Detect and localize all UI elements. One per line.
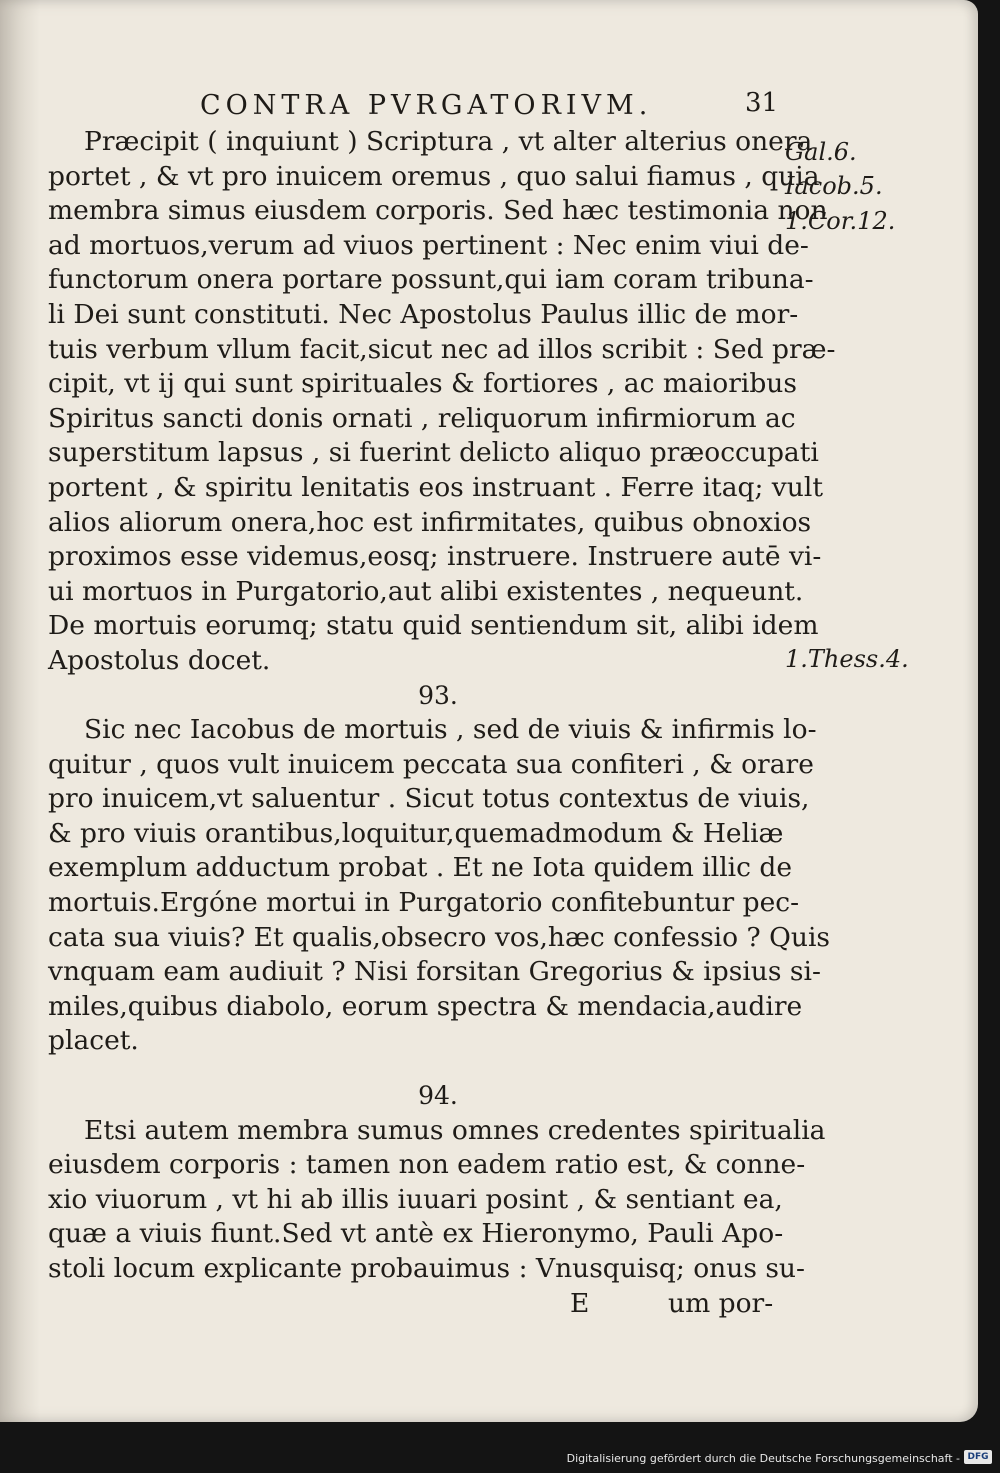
text-line: Spiritus sancti donis ornati , reliquorum infirmiorum ac [48, 402, 796, 434]
text-line: quitur , quos vult inuicem peccata sua confiteri , & orare [48, 748, 814, 780]
text-line: quæ a viuis fiunt.Sed vt antè ex Hieronymo, Pauli Apo- [48, 1218, 784, 1250]
text-line: stoli locum explicante probauimus : Vnusquisq; onus su- [48, 1253, 805, 1284]
text-line: mortuis.Ergóne mortui in Purgatorio confitebuntur pec- [48, 887, 800, 919]
page-number: 31 [745, 88, 779, 118]
text-line: portet , & vt pro inuicem oremus , quo salui fiamus , quia [48, 160, 820, 192]
text-line: exemplum adductum probat . Et ne Iota quidem illic de [48, 852, 793, 884]
margin-note-thess: 1.Thess.4. [785, 645, 909, 673]
text-line: Sic nec Iacobus de mortuis , sed de viuis & infirmis lo- [84, 714, 817, 746]
paragraph-94 [48, 1114, 826, 1287]
text-line: li Dei sunt constituti. Nec Apostolus Paulus illic de mor- [48, 298, 799, 330]
page-foot [48, 1287, 788, 1322]
catchword: um por- [668, 1287, 774, 1319]
text-line: eiusdem corporis : tamen non eadem ratio est, & conne- [48, 1149, 806, 1181]
text-line: cata sua viuis? Et qualis,obsecro vos,hæc confessio ? Quis [48, 921, 831, 953]
signature-mark: E [570, 1287, 590, 1319]
text-line: Etsi autem membra sumus omnes credentes spiritualia [84, 1114, 826, 1146]
text-line: portent , & spiritu lenitatis eos instruant . Ferre itaq; vult [48, 471, 823, 503]
text-line: superstitum lapsus , si fuerint delicto aliquo præoccupati [48, 437, 819, 469]
digitization-credit: Digitalisierung gefördert durch die Deutsche Forschungsgemeinschaft - [566, 1452, 960, 1465]
section-number-94: 94. [418, 1081, 458, 1111]
text-line: placet. [48, 1025, 139, 1057]
text-line: membra simus eiusdem corporis. Sed hæc testimonia non [48, 195, 828, 227]
paragraph-93 [48, 713, 831, 1059]
section-number-93: 93. [418, 680, 458, 710]
text-line: Apostolus docet. [48, 644, 271, 676]
margin-note-gal: Gal.6. [785, 138, 857, 166]
margin-note-cor: 1.Cor.12. [785, 207, 896, 235]
text-line: De mortuis eorumq; statu quid sentiendum sit, alibi idem [48, 610, 819, 642]
text-line: miles,quibus diabolo, eorum spectra & mendacia,audire [48, 990, 803, 1022]
text-line: alios aliorum onera,hoc est infirmitates, quibus obnoxios [48, 506, 812, 538]
text-line: tuis verbum vllum facit,sicut nec ad illos scribit : Sed præ- [48, 333, 836, 365]
running-header: CONTRA PVRGATORIVM. [200, 90, 653, 121]
text-line: xio viuorum , vt hi ab illis iuuari posint , & sentiant ea, [48, 1183, 783, 1215]
text-line: & pro viuis orantibus,loquitur,quemadmodum & Heliæ [48, 817, 784, 849]
margin-note-iacob: Iacob.5. [785, 172, 883, 200]
text-line: functorum onera portare possunt,qui iam coram tribuna- [48, 264, 814, 296]
text-line: ui mortuos in Purgatorio,aut alibi existentes , nequeunt. [48, 575, 804, 607]
text-line: cipit, vt ij qui sunt spirituales & fortiores , ac maioribus [48, 368, 797, 400]
text-line: Præcipit ( inquiunt ) Scriptura , vt alter alterius onera [84, 126, 813, 157]
text-line: pro inuicem,vt saluentur . Sicut totus contextus de viuis, [48, 783, 810, 815]
text-line: ad mortuos,verum ad viuos pertinent : Nec enim viui de- [48, 229, 809, 261]
text-line: vnquam eam audiuit ? Nisi forsitan Gregorius & ipsius si- [48, 956, 821, 988]
text-line: proximos esse videmus,eosq; instruere. Instruere autē vi- [48, 541, 822, 573]
dfg-logo: DFG [964, 1450, 992, 1464]
